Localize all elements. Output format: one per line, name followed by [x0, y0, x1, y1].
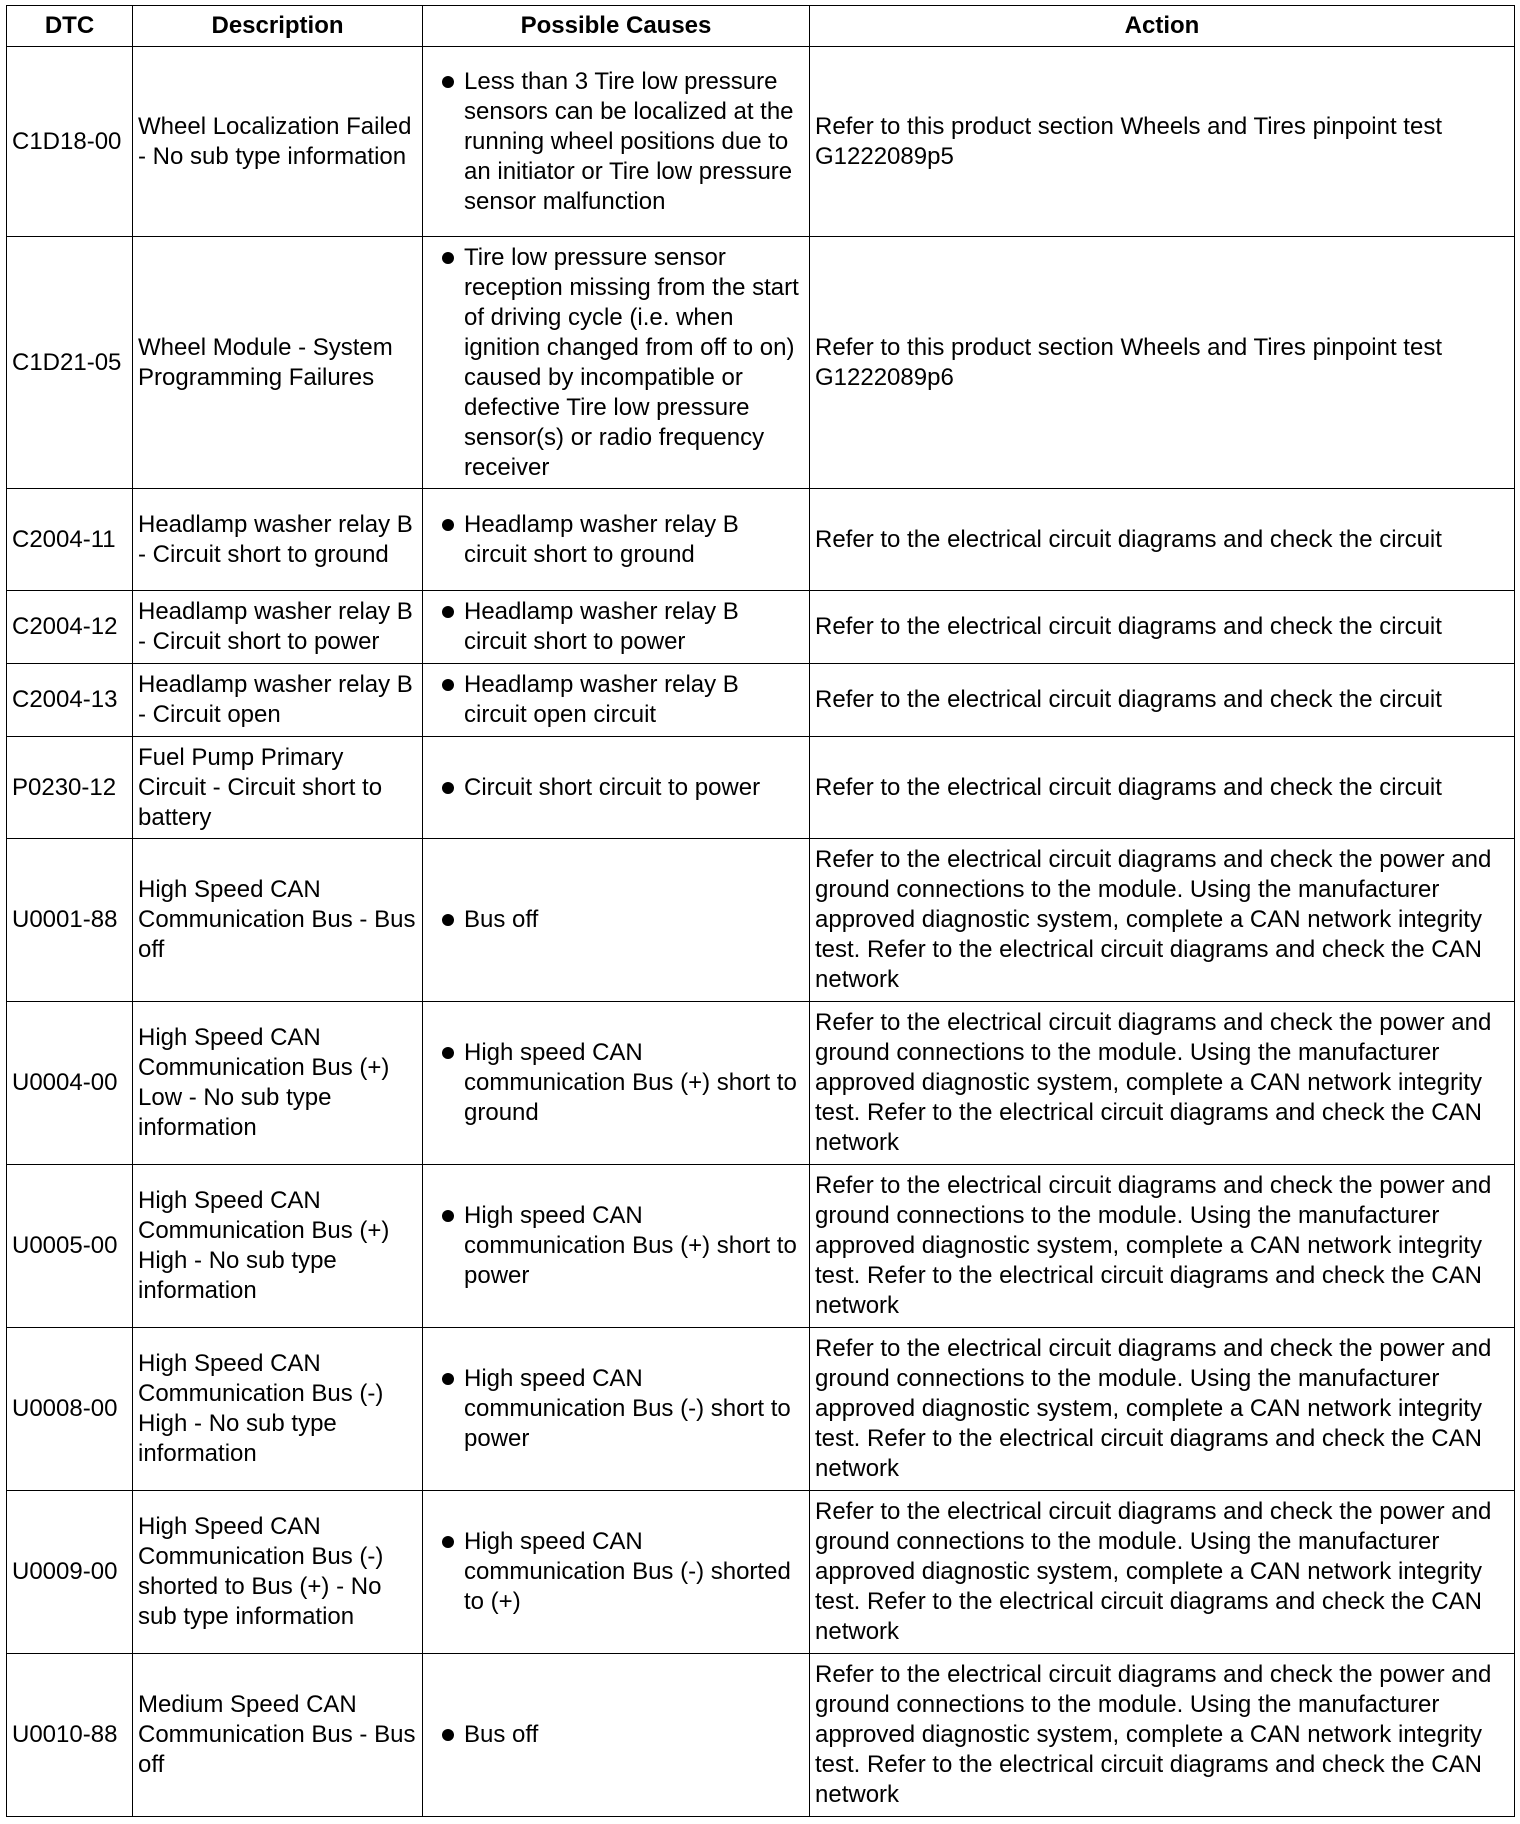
- possible-causes-cell: [423, 1491, 810, 1654]
- dtc-description: Headlamp washer relay B - Circuit short to power: [133, 591, 423, 664]
- table-row: [7, 1165, 1515, 1328]
- bullet-icon: [442, 1536, 454, 1548]
- header-action: Action: [810, 6, 1515, 47]
- bullet-icon: [442, 1210, 454, 1222]
- possible-causes-cell: [423, 591, 810, 664]
- dtc-code: U0004-00: [7, 1002, 133, 1165]
- bullet-icon: [442, 76, 454, 88]
- cause-item: [428, 1201, 804, 1291]
- table-row: [7, 489, 1515, 591]
- table-row: [7, 1002, 1515, 1165]
- causes-list: [428, 1201, 804, 1291]
- dtc-description: High Speed CAN Communication Bus (+) High - No sub type information: [133, 1165, 423, 1328]
- possible-causes-cell: [423, 1002, 810, 1165]
- causes-list: [428, 905, 804, 935]
- action-text: Refer to the electrical circuit diagrams and check the power and ground connections to the module. Using the manufacturer approved diagnostic system, complete a CAN network integrity test. Refer to the electrical circuit diagrams and check the CAN network: [810, 1491, 1515, 1654]
- cause-text: High speed CAN communication Bus (-) short to power: [464, 1365, 791, 1452]
- dtc-description: High Speed CAN Communication Bus - Bus off: [133, 839, 423, 1002]
- cause-item: [428, 1038, 804, 1128]
- cause-text: High speed CAN communication Bus (+) short to power: [464, 1202, 797, 1289]
- possible-causes-cell: [423, 1165, 810, 1328]
- cause-item: [428, 510, 804, 570]
- table-row: [7, 839, 1515, 1002]
- dtc-code: C1D21-05: [7, 237, 133, 489]
- bullet-icon: [442, 1373, 454, 1385]
- table-row: [7, 664, 1515, 737]
- dtc-code: P0230-12: [7, 737, 133, 839]
- dtc-code: U0009-00: [7, 1491, 133, 1654]
- table-row: [7, 1654, 1515, 1817]
- cause-item: [428, 670, 804, 730]
- action-text: Refer to the electrical circuit diagrams and check the power and ground connections to the module. Using the manufacturer approved diagnostic system, complete a CAN network integrity test. Refer to the electrical circuit diagrams and check the CAN network: [810, 1002, 1515, 1165]
- dtc-code: C2004-12: [7, 591, 133, 664]
- dtc-description: High Speed CAN Communication Bus (-) shorted to Bus (+) - No sub type information: [133, 1491, 423, 1654]
- action-text: Refer to the electrical circuit diagrams and check the circuit: [810, 591, 1515, 664]
- cause-text: Tire low pressure sensor reception missing from the start of driving cycle (i.e. when ignition changed from off to on) caused by incompatible or defective Tire low pressure sensor(s) or radio frequency receiver: [464, 243, 799, 481]
- cause-text: Headlamp washer relay B circuit short to ground: [464, 510, 739, 568]
- action-text: Refer to the electrical circuit diagrams and check the power and ground connections to the module. Using the manufacturer approved diagnostic system, complete a CAN network integrity test. Refer to the electrical circuit diagrams and check the CAN network: [810, 839, 1515, 1002]
- cause-text: Headlamp washer relay B circuit short to power: [464, 598, 739, 655]
- causes-list: [428, 1720, 804, 1750]
- cause-item: [428, 243, 804, 483]
- causes-list: [428, 670, 804, 730]
- causes-list: [428, 773, 804, 803]
- cause-item: [428, 67, 804, 217]
- causes-list: [428, 597, 804, 657]
- action-text: Refer to the electrical circuit diagrams and check the circuit: [810, 737, 1515, 839]
- cause-item: [428, 773, 804, 803]
- action-text: Refer to this product section Wheels and Tires pinpoint test G1222089p5: [810, 47, 1515, 237]
- cause-text: High speed CAN communication Bus (-) shorted to (+): [464, 1528, 791, 1615]
- dtc-code: U0010-88: [7, 1654, 133, 1817]
- action-text: Refer to the electrical circuit diagrams and check the power and ground connections to the module. Using the manufacturer approved diagnostic system, complete a CAN network integrity test. Refer to the electrical circuit diagrams and check the CAN network: [810, 1165, 1515, 1328]
- dtc-description: Headlamp washer relay B - Circuit open: [133, 664, 423, 737]
- dtc-code: C2004-13: [7, 664, 133, 737]
- bullet-icon: [442, 679, 454, 691]
- causes-list: [428, 1527, 804, 1617]
- action-text: Refer to this product section Wheels and Tires pinpoint test G1222089p6: [810, 237, 1515, 489]
- cause-item: [428, 905, 804, 935]
- cause-text: Bus off: [464, 1721, 539, 1748]
- causes-list: [428, 1038, 804, 1128]
- dtc-code: C2004-11: [7, 489, 133, 591]
- cause-text: Headlamp washer relay B circuit open circuit: [464, 671, 739, 728]
- cause-text: Less than 3 Tire low pressure sensors can be localized at the running wheel positions due to an initiator or Tire low pressure sensor malfunction: [464, 67, 794, 215]
- dtc-description: High Speed CAN Communication Bus (-) High - No sub type information: [133, 1328, 423, 1491]
- causes-list: [428, 510, 804, 570]
- dtc-description: Wheel Localization Failed - No sub type information: [133, 47, 423, 237]
- table-row: [7, 237, 1515, 489]
- dtc-description: Headlamp washer relay B - Circuit short to ground: [133, 489, 423, 591]
- dtc-code: U0001-88: [7, 839, 133, 1002]
- action-text: Refer to the electrical circuit diagrams and check the circuit: [810, 664, 1515, 737]
- possible-causes-cell: [423, 664, 810, 737]
- header-possible-causes: Possible Causes: [423, 6, 810, 47]
- header-description: Description: [133, 6, 423, 47]
- action-text: Refer to the electrical circuit diagrams and check the power and ground connections to the module. Using the manufacturer approved diagnostic system, complete a CAN network integrity test. Refer to the electrical circuit diagrams and check the CAN network: [810, 1654, 1515, 1817]
- table-row: [7, 1491, 1515, 1654]
- possible-causes-cell: [423, 737, 810, 839]
- cause-text: Bus off: [464, 906, 539, 933]
- table-row: [7, 737, 1515, 839]
- possible-causes-cell: [423, 47, 810, 237]
- possible-causes-cell: [423, 1328, 810, 1491]
- possible-causes-cell: [423, 839, 810, 1002]
- causes-list: [428, 243, 804, 483]
- action-text: Refer to the electrical circuit diagrams and check the circuit: [810, 489, 1515, 591]
- dtc-code: U0005-00: [7, 1165, 133, 1328]
- dtc-description: Medium Speed CAN Communication Bus - Bus off: [133, 1654, 423, 1817]
- dtc-description: High Speed CAN Communication Bus (+) Low - No sub type information: [133, 1002, 423, 1165]
- cause-item: [428, 1527, 804, 1617]
- causes-list: [428, 67, 804, 217]
- table-row: [7, 591, 1515, 664]
- cause-text: Circuit short circuit to power: [464, 773, 761, 801]
- bullet-icon: [442, 1047, 454, 1059]
- action-text: Refer to the electrical circuit diagrams and check the power and ground connections to the module. Using the manufacturer approved diagnostic system, complete a CAN network integrity test. Refer to the electrical circuit diagrams and check the CAN network: [810, 1328, 1515, 1491]
- dtc-code: U0008-00: [7, 1328, 133, 1491]
- dtc-document: [6, 5, 1514, 1817]
- bullet-icon: [442, 914, 454, 926]
- possible-causes-cell: [423, 489, 810, 591]
- dtc-code: C1D18-00: [7, 47, 133, 237]
- bullet-icon: [442, 606, 454, 618]
- dtc-table: [6, 5, 1515, 1817]
- bullet-icon: [442, 1729, 454, 1741]
- bullet-icon: [442, 252, 454, 264]
- cause-item: [428, 597, 804, 657]
- header-dtc: DTC: [7, 6, 133, 47]
- bullet-icon: [442, 519, 454, 531]
- causes-list: [428, 1364, 804, 1454]
- possible-causes-cell: [423, 1654, 810, 1817]
- dtc-description: Fuel Pump Primary Circuit - Circuit short to battery: [133, 737, 423, 839]
- table-header-row: [7, 6, 1515, 47]
- cause-item: [428, 1364, 804, 1454]
- possible-causes-cell: [423, 237, 810, 489]
- cause-item: [428, 1720, 804, 1750]
- bullet-icon: [442, 782, 454, 794]
- table-row: [7, 1328, 1515, 1491]
- dtc-description: Wheel Module - System Programming Failures: [133, 237, 423, 489]
- cause-text: High speed CAN communication Bus (+) short to ground: [464, 1039, 797, 1126]
- table-row: [7, 47, 1515, 237]
